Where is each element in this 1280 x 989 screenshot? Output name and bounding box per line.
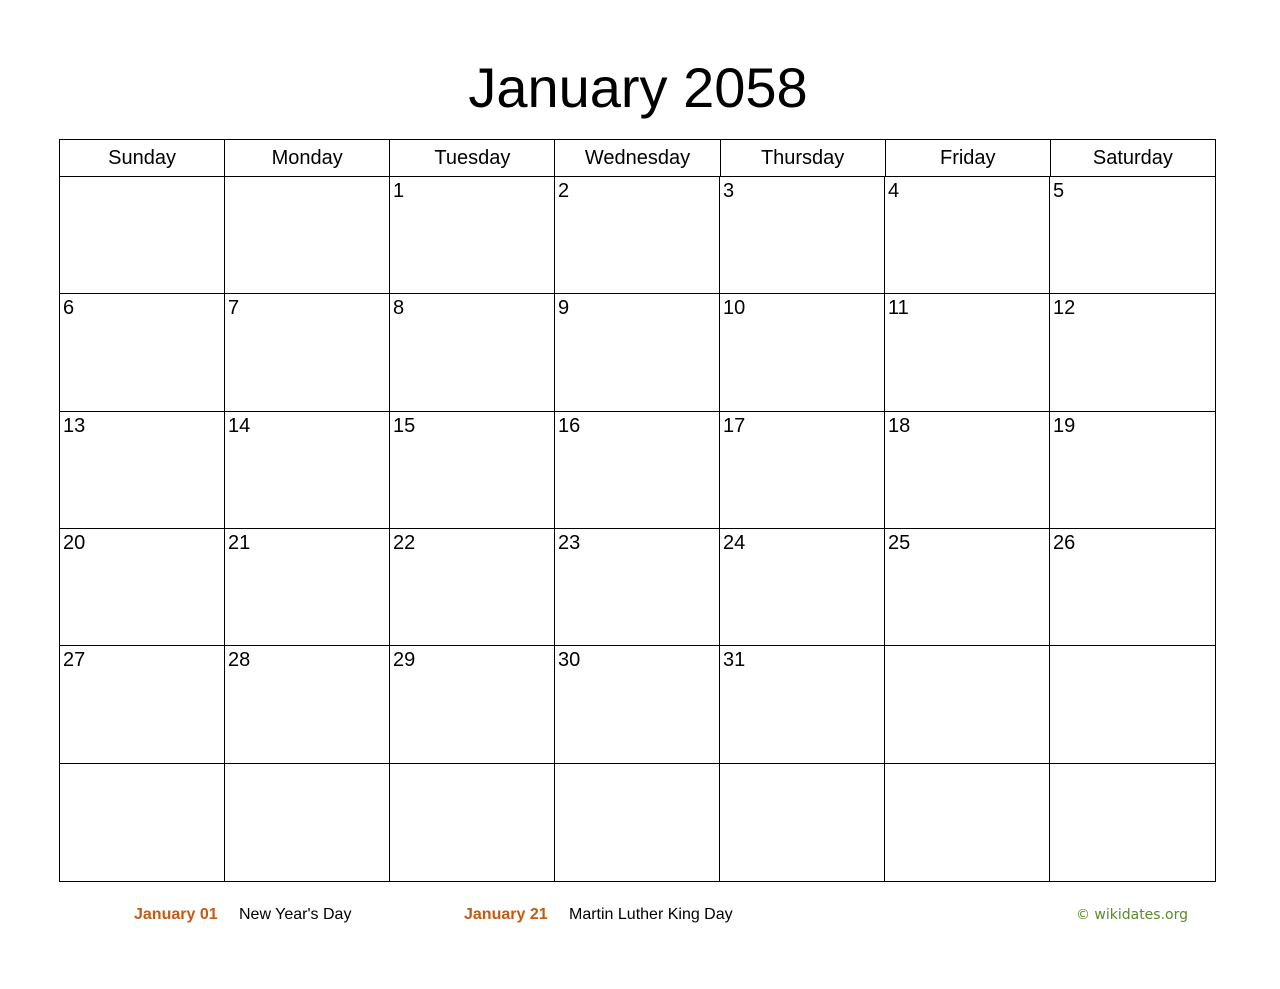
day-cell — [1050, 646, 1215, 763]
day-cell — [60, 646, 225, 763]
weekday-header-row — [60, 140, 1215, 177]
day-number: 14 — [228, 414, 251, 437]
day-number: 30 — [558, 649, 581, 672]
day-number: 28 — [228, 649, 251, 672]
weekday-saturday: Saturday — [1092, 147, 1173, 169]
day-cell — [225, 764, 390, 881]
day-number: 25 — [888, 532, 911, 554]
weekday-friday: Friday — [886, 140, 1051, 176]
day-cell — [885, 294, 1050, 411]
day-number: 23 — [558, 532, 581, 554]
day-cell — [555, 764, 720, 881]
holiday-2-name: Martin Luther King Day — [569, 906, 733, 923]
day-cell — [390, 529, 555, 646]
day-number: 20 — [63, 532, 86, 554]
day-number: 17 — [723, 414, 746, 437]
day-cell — [390, 764, 555, 881]
day-number: 31 — [723, 649, 746, 672]
day-cell — [720, 529, 885, 646]
day-number: 18 — [888, 414, 911, 437]
day-cell — [555, 294, 720, 411]
day-number: 26 — [1053, 532, 1076, 554]
day-number: 3 — [723, 180, 735, 202]
day-cell — [225, 177, 390, 294]
day-number: 21 — [228, 532, 251, 554]
day-cell — [555, 177, 720, 294]
day-number: 27 — [63, 649, 86, 672]
day-cell — [1050, 294, 1215, 411]
day-cell — [720, 646, 885, 763]
weekday-thursday: Thursday — [721, 140, 886, 176]
weekday-monday: Monday — [225, 140, 390, 176]
day-cell — [555, 646, 720, 763]
weekday-sunday: Sunday — [60, 140, 225, 176]
day-number: 10 — [723, 297, 746, 320]
day-cell — [390, 177, 555, 294]
weekday-tuesday: Tuesday — [390, 140, 555, 176]
day-cell — [885, 412, 1050, 529]
day-cells — [60, 177, 1215, 881]
day-number: 7 — [228, 297, 240, 320]
day-cell — [1050, 764, 1215, 881]
day-cell — [885, 646, 1050, 763]
day-number: 12 — [1053, 297, 1076, 320]
day-number: 29 — [393, 649, 416, 672]
calendar-grid — [59, 139, 1216, 882]
weekday-wednesday: Wednesday — [555, 140, 720, 176]
day-number: 16 — [558, 414, 581, 437]
day-number: 15 — [393, 414, 416, 437]
day-number: 24 — [723, 532, 746, 554]
day-number: 11 — [888, 297, 909, 320]
day-cell — [885, 177, 1050, 294]
day-number: 2 — [558, 180, 570, 202]
day-cell — [555, 412, 720, 529]
holiday-2-date: January 21 — [464, 906, 548, 923]
day-cell — [885, 529, 1050, 646]
day-cell — [885, 764, 1050, 881]
day-cell — [720, 412, 885, 529]
day-number: 13 — [63, 414, 86, 437]
day-cell — [1050, 177, 1215, 294]
day-cell — [60, 529, 225, 646]
copyright-text: © wikidates.org — [1075, 907, 1188, 923]
day-cell — [225, 646, 390, 763]
holiday-1-date: January 01 — [134, 906, 218, 923]
calendar-title: January 2058 — [468, 56, 808, 119]
day-number: 6 — [63, 297, 75, 320]
day-number: 22 — [393, 532, 416, 554]
day-cell — [60, 294, 225, 411]
day-cell — [60, 177, 225, 294]
day-cell — [225, 294, 390, 411]
day-cell — [555, 529, 720, 646]
day-cell — [390, 294, 555, 411]
day-cell — [720, 294, 885, 411]
day-number: 4 — [888, 180, 900, 202]
day-number: 9 — [558, 297, 570, 320]
day-cell — [60, 764, 225, 881]
day-number: 19 — [1053, 414, 1076, 437]
day-cell — [225, 529, 390, 646]
day-cell — [720, 764, 885, 881]
day-cell — [1050, 529, 1215, 646]
holiday-1-name: New Year's Day — [239, 906, 352, 923]
day-cell — [720, 177, 885, 294]
day-cell — [60, 412, 225, 529]
day-cell — [390, 412, 555, 529]
day-number: 8 — [393, 297, 405, 320]
day-cell — [1050, 412, 1215, 529]
day-number: 5 — [1053, 180, 1065, 202]
day-cell — [390, 646, 555, 763]
day-number: 1 — [393, 180, 405, 202]
day-cell — [225, 412, 390, 529]
